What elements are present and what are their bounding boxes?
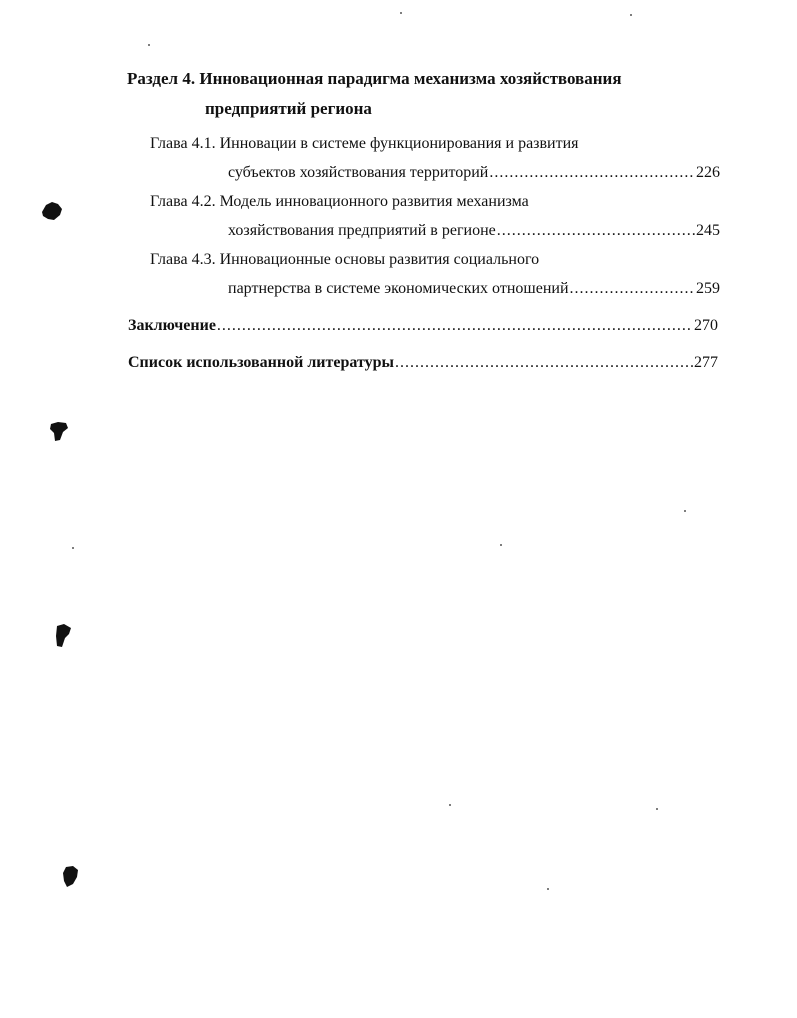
- toc-chapter-4-3: [150, 245, 720, 303]
- section-heading: [127, 64, 727, 124]
- section-title-line1: Раздел 4. Инновационная парадигма механизма хозяйствования: [127, 69, 622, 88]
- scan-blot-1: [40, 200, 64, 222]
- section-title-line2: предприятий региона: [205, 99, 372, 118]
- toc-bibliography: [128, 348, 718, 377]
- scan-blot-2: [48, 420, 70, 444]
- chapter-title-line2-row: [150, 216, 720, 245]
- dot-leader: [489, 158, 695, 187]
- dot-leader: [217, 311, 693, 340]
- chapter-title-line2: хозяйствования предприятий в регионе: [228, 222, 496, 239]
- scan-blot-3: [52, 622, 74, 650]
- toc-chapter-4-1: [150, 129, 720, 187]
- chapter-title-line2-row: [150, 158, 720, 187]
- bibliography-title: Список использованной литературы: [128, 354, 394, 371]
- scan-blot-4: [60, 864, 82, 890]
- dot-leader: [570, 274, 696, 303]
- chapter-title-line2: субъектов хозяйствования территорий: [228, 164, 489, 181]
- scan-speck: [400, 12, 402, 14]
- scan-speck: [500, 544, 502, 546]
- scan-speck: [630, 14, 632, 16]
- chapter-page-number: 226: [696, 164, 720, 181]
- toc-chapter-4-2: [150, 187, 720, 245]
- chapter-title-line2-row: [150, 274, 720, 303]
- scan-speck: [547, 888, 549, 890]
- scan-speck: [684, 510, 686, 512]
- toc-conclusion: [128, 311, 718, 340]
- conclusion-page-number: 270: [694, 317, 718, 334]
- chapter-title-line2: партнерства в системе экономических отношений: [228, 280, 569, 297]
- chapter-title-line1: Глава 4.2. Модель инновационного развития механизма: [150, 193, 529, 210]
- scan-speck: [72, 547, 74, 549]
- bibliography-page-number: 277: [694, 354, 718, 371]
- scan-speck: [148, 44, 150, 46]
- chapter-title-line1: Глава 4.3. Инновационные основы развития социального: [150, 251, 540, 268]
- dot-leader: [497, 216, 695, 245]
- chapter-page-number: 245: [696, 222, 720, 239]
- dot-leader: [395, 348, 693, 377]
- scan-speck: [449, 804, 451, 806]
- chapter-page-number: 259: [696, 280, 720, 297]
- conclusion-title: Заключение: [128, 317, 216, 334]
- scan-speck: [656, 808, 658, 810]
- chapter-title-line1: Глава 4.1. Инновации в системе функционирования и развития: [150, 135, 579, 152]
